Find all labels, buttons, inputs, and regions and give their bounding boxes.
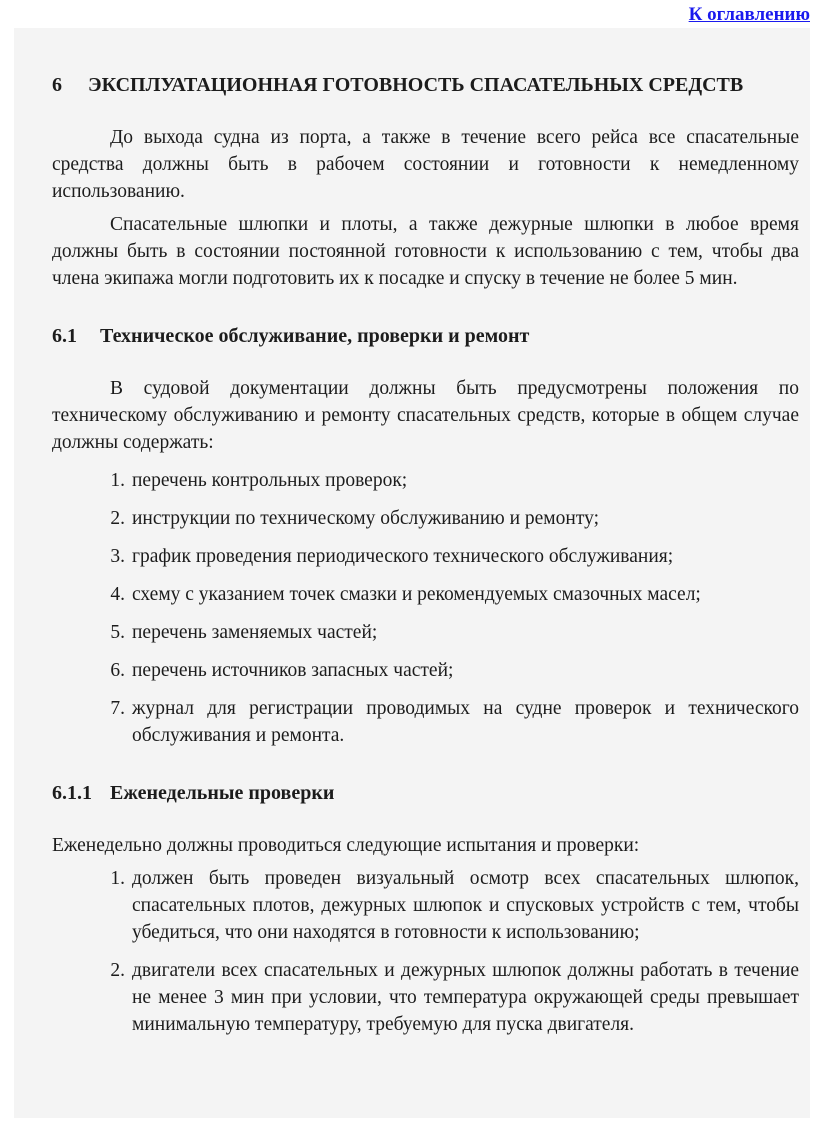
- list-item: [52, 657, 799, 684]
- list-item-number: 1.: [110, 868, 125, 889]
- document-content: [52, 72, 799, 1038]
- list-item-text: двигатели всех спасательных и дежурных шлюпок должны работать в течение не менее 3 мин при условии, что температура окружающей среды превышает минимальную температуру, требуемую для пуска двигателя.: [132, 960, 799, 1035]
- section-6-heading: [52, 72, 799, 99]
- document-page: [14, 28, 810, 1118]
- list-item-number: 1.: [110, 470, 125, 491]
- list-item-text: график проведения периодического технического обслуживания;: [132, 546, 674, 567]
- list-item-number: 2.: [110, 960, 125, 981]
- list-item: [52, 581, 799, 608]
- section-6-1-intro: В судовой документации должны быть предусмотрены положения по техническому обслуживанию и ремонту спасательных средств, которые в общем случае должны содержать:: [52, 378, 799, 453]
- maintenance-documents-list: [52, 467, 799, 749]
- list-item-number: 6.: [110, 660, 125, 681]
- list-item: [52, 505, 799, 532]
- section-6-paragraph-2: Спасательные шлюпки и плоты, а также дежурные шлюпки в любое время должны быть в состоянии постоянной готовности к использованию с тем, чтобы два члена экипажа могли подготовить их к посадке и спуску в течение не более 5 мин.: [52, 214, 799, 289]
- list-item: [52, 865, 799, 946]
- list-item-number: 3.: [110, 546, 125, 567]
- section-6-1-number: 6.1: [52, 325, 77, 347]
- list-item-number: 7.: [110, 698, 125, 719]
- list-item-text: перечень контрольных проверок;: [132, 470, 408, 491]
- list-item: [52, 467, 799, 494]
- list-item-text: перечень источников запасных частей;: [132, 660, 454, 681]
- list-item-number: 4.: [110, 584, 125, 605]
- list-item: [52, 619, 799, 646]
- section-6-1-1-number: 6.1.1: [52, 782, 92, 804]
- list-item: [52, 695, 799, 749]
- list-item-number: 5.: [110, 622, 125, 643]
- section-6-paragraph-1: До выхода судна из порта, а также в течение всего рейса все спасательные средства должны быть в рабочем состоянии и готовности к немедленному использованию.: [52, 127, 799, 202]
- list-item-text: журнал для регистрации проводимых на судне проверок и технического обслуживания и ремонта.: [132, 698, 799, 746]
- list-item: [52, 957, 799, 1038]
- section-6-1-1-intro: Еженедельно должны проводиться следующие испытания и проверки:: [52, 835, 640, 856]
- section-6-1-title: Техническое обслуживание, проверки и ремонт: [100, 325, 530, 347]
- section-6-1-1-title: Еженедельные проверки: [110, 782, 335, 804]
- section-6-1-heading: [52, 323, 799, 350]
- list-item: [52, 543, 799, 570]
- list-item-text: должен быть проведен визуальный осмотр всех спасательных шлюпок, спасательных плотов, дежурных шлюпок и спусковых устройств с тем, чтобы убедиться, что они находятся в готовности к использованию;: [132, 868, 799, 943]
- list-item-text: инструкции по техническому обслуживанию и ремонту;: [132, 508, 600, 529]
- weekly-checks-list: [52, 865, 799, 1038]
- list-item-number: 2.: [110, 508, 125, 529]
- section-6-number: 6: [52, 74, 62, 96]
- list-item-text: перечень заменяемых частей;: [132, 622, 378, 643]
- section-6-title: ЭКСПЛУАТАЦИОННАЯ ГОТОВНОСТЬ СПАСАТЕЛЬНЫХ СРЕДСТВ: [88, 74, 744, 96]
- table-of-contents-link[interactable]: К оглавлению: [688, 4, 810, 25]
- section-6-1-1-heading: [52, 780, 799, 807]
- list-item-text: схему с указанием точек смазки и рекомендуемых смазочных масел;: [132, 584, 701, 605]
